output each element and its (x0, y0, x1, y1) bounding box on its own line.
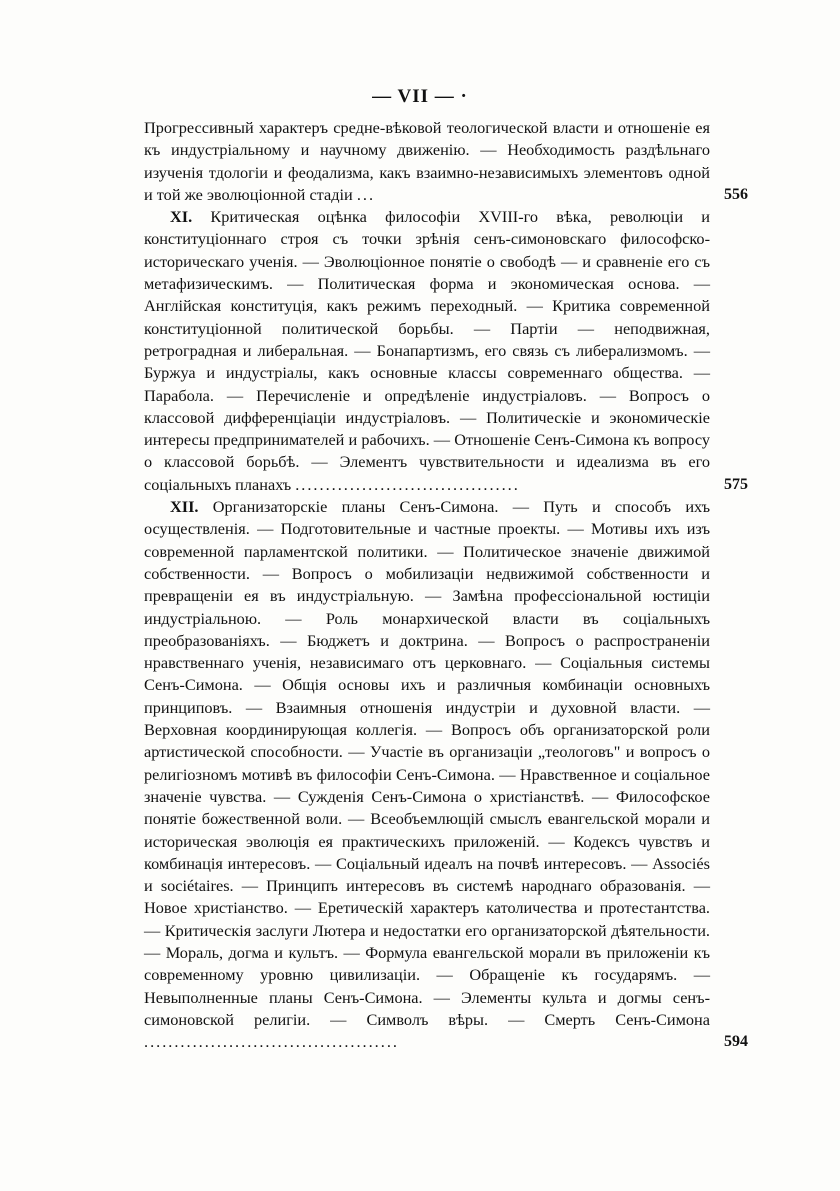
toc-entry-page-number: 556 (724, 185, 748, 203)
toc-entry-continuation (144, 117, 748, 206)
toc-entry-page-number: 575 (724, 475, 748, 493)
toc-entry-page-number: 594 (724, 1033, 748, 1051)
toc-entry-leader: ..................................... (295, 474, 520, 494)
toc-entry-text (144, 206, 710, 496)
toc-entry-leader: .......................................... (144, 1032, 399, 1052)
toc-entry-text (144, 117, 710, 206)
page-header: — VII — · (372, 86, 468, 107)
toc-entry-chapter-xi (144, 206, 748, 496)
toc-entry-leader: ... (356, 184, 376, 204)
toc-entry-body: Критическая оцѣнка философіи XVIII-го вѣка, революціи и конституціоннаго строя съ точки зрѣнія сенъ-симоновскаго философско-историческаго ученія. — Эволюціонное понятіе о свободѣ — и сравненіе его съ метафизическимъ. — Политическая форма и экономическая основа. — Англійская конституція, какъ режимъ переходный. — Критика современной конституціонной политической борьбы. — Партіи — неподвижная, ретроградная и либеральная. — Бонапартизмъ, его связь съ либерализмомъ. — Буржуа и индустріалы, какъ основные классы современнаго общества. — Парабола. — Перечисленіе и опредѣленіе индустріаловъ. — Вопросъ о классовой дифференціаціи индустріаловъ. — Политическіе и экономическіе интересы предпринимателей и рабочихъ. — Отношеніе Сенъ-Симона къ вопросу о классовой борьбѣ. — Элементъ чувствительности и идеализма въ его соціальныхъ планахъ (144, 207, 710, 494)
toc-entry-chapter-xii (144, 496, 748, 1053)
chapter-number: XI. (170, 207, 193, 227)
toc-entry-text (144, 496, 710, 1053)
toc-entry-body: Прогрессивный характеръ средне-вѣковой теологической власти и отношеніе ея къ индустріальному и научному движенію. — Необходимость раздѣльнаго изученія тдологіи и феодализма, какъ взаимно-независимыхъ элементовъ одной и той же эволюціонной стадіи (144, 118, 710, 204)
toc-entry-body: Организаторскіе планы Сенъ-Симона. — Путь и способъ ихъ осуществленія. — Подготовительные и частные проекты. — Мотивы ихъ изъ современной парламентской политики. — Политическое значеніе движимой собственности. — Вопросъ о мобилизаціи недвижимой собственности и превращеніи ея въ индустріальную. — Замѣна профессіональной юстиціи индустріальною. — Роль монархической власти въ соціальныхъ преобразованіяхъ. — Бюджетъ и доктрина. — Вопросъ о распространеніи нравственнаго ученія, независимаго отъ церковнаго. — Соціальныя системы Сенъ-Симона. — Общія основы ихъ и различныя комбинаціи основныхъ принциповъ. — Взаимныя отношенія индустріи и духовной власти. — Верховная координирующая коллегія. — Вопросъ объ организаторской роли артистической способности. — Участіе въ организаціи „теологовъ" и вопросъ о религіозномъ мотивѣ въ философіи Сенъ-Симона. — Нравственное и соціальное значеніе чувства. — Сужденія Сенъ-Симона о христіанствѣ. — Философское понятіе божественной воли. — Всеобъемлющій смыслъ евангельской морали и историческая эволюція ея практическихъ приложеній. — Кодексъ чувствъ и комбинація интересовъ. — Соціальный идеалъ на почвѣ интересовъ. — Associés и sociétaires. — Принципъ интересовъ въ системѣ народнаго образованія. — Новое христіанство. — Еретическій характеръ католичества и протестантства. — Критическія заслуги Лютера и недостатки его организаторской дѣятельности. — Мораль, догма и культъ. — Формула евангельской морали въ приложеніи къ современному уровню цивилизаціи. — Обращеніе къ государямъ. — Невыполненные планы Сенъ-Симона. — Элементы культа и догмы сенъ-симоновской религіи. — Символъ вѣры. — Смерть Сенъ-Симона (144, 497, 710, 1029)
table-of-contents (144, 117, 748, 1053)
chapter-number: XII. (170, 497, 199, 517)
